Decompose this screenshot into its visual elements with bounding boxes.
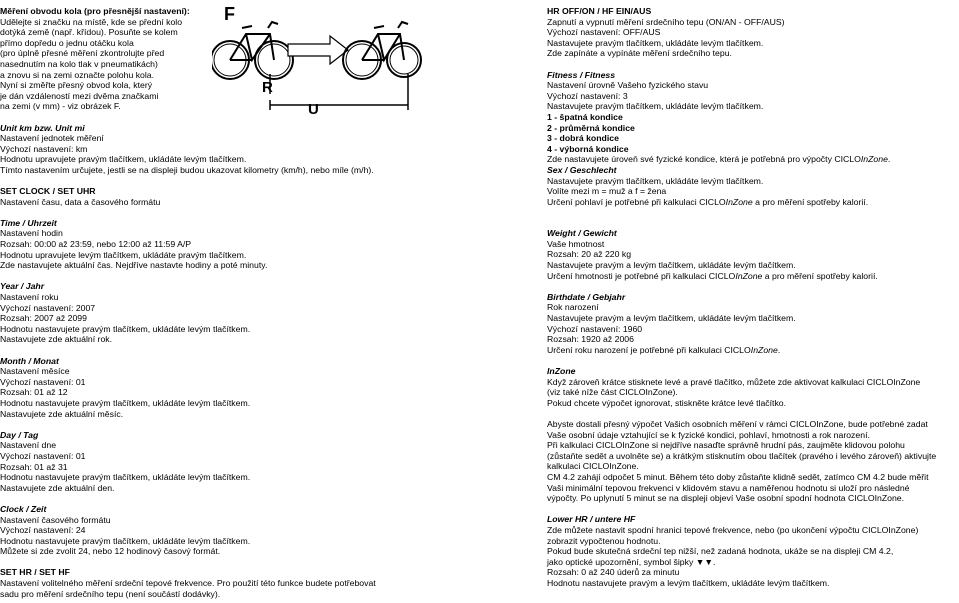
text-line: Nastavení dne <box>0 440 57 451</box>
text-line: Výchozí nastavení: 3 <box>547 90 628 101</box>
bicycle-illustration <box>212 4 422 116</box>
bicycle-left-icon <box>212 22 293 79</box>
text-line: Hodnotu upravujete levým tlačítkem, ukládáte pravým tlačítkem. <box>0 249 247 260</box>
measure-title: Měření obvodu kola (pro přesnější nastavení): <box>0 6 190 16</box>
figure-label-u: U <box>308 101 319 116</box>
text-line: Můžete si zde zvolit 24, nebo 12 hodinový časový formát. <box>0 546 221 557</box>
text-line: sadu pro měření srdečního tepu (není součástí dodávky). <box>0 588 221 599</box>
time-title: Time / Uhrzeit <box>0 217 57 228</box>
inzone-title: InZone <box>547 366 576 376</box>
text-line: (zůstaňte sedět a uvolněte se) a krátkým stisknutím obou tlačítek (pravého i levého zároveň) aktivujte <box>547 450 937 461</box>
text-line: je dán vzdáleností mezi dvěma značkami <box>0 90 159 101</box>
right-column <box>547 6 957 588</box>
text-line: Nastavení hodin <box>0 228 63 239</box>
text-line: Hodnotu upravujete pravým tlačítkem, ukládáte levým tlačítkem. <box>0 154 247 165</box>
text-line: Nastavujete zde aktuální den. <box>0 482 115 493</box>
text-line: Hodnotu nastavujete pravým a levým tlačítkem, ukládáte levým tlačítkem. <box>547 577 830 588</box>
day-title: Day / Tag <box>0 429 39 440</box>
fitness-level: 1 - špatná kondice <box>547 111 623 122</box>
lower-title: Lower HR / untere HF <box>547 514 636 525</box>
text-line: Nastavení roku <box>0 292 59 303</box>
sethr-title: SET HR / SET HF <box>0 567 70 578</box>
text-line: Když zároveň krátce stisknete levé a pravé tlačítko, můžete zde aktivovat kalkulaci CICLOInZone <box>547 376 921 387</box>
text-line: Nastavení měsíce <box>0 366 70 377</box>
text-line: dotýká země (např. křídou). Posuňte se kolem <box>0 27 178 38</box>
text-line: Nastavení času, data a časového formátu <box>0 196 161 207</box>
text-line: Rozsah: 1920 až 2006 <box>547 334 634 345</box>
arrow-right-icon <box>288 36 348 64</box>
arrow-down-icon: ▼▼ <box>695 556 713 567</box>
bicycle-right-icon <box>343 22 421 79</box>
birth-title: Birthdate / Gebjahr <box>547 291 626 302</box>
bicycle-figure <box>212 4 422 116</box>
text-line: Nastavení časového formátu <box>0 514 111 525</box>
text-line: přímo dopředu o jednu otáčku kola <box>0 37 134 48</box>
text-line: Rok narození <box>547 302 599 313</box>
text-line: Nastavujete pravým a levým tlačítkem, ukládáte levým tlačítkem. <box>547 260 796 271</box>
text-line: (pro úplně přesné měření zkontrolujte před <box>0 48 165 59</box>
text-line: Vaši minimální tepovou frekvenci v klidovém stavu a naměřenou hodnotu si uloží pro následné <box>547 482 910 493</box>
text-line: Výchozí nastavení: 01 <box>0 376 86 387</box>
figure-label-f: F <box>224 4 235 24</box>
fitness-level: 4 - výborná kondice <box>547 143 629 154</box>
text-line: Nastavujete pravým tlačítkem, ukládáte levým tlačítkem. <box>547 37 764 48</box>
text-line: Rozsah: 00:00 až 23:59, nebo 12:00 až 11:59 A/P <box>0 239 192 250</box>
text-line: Hodnotu nastavujete pravým tlačítkem, ukládáte levým tlačítkem. <box>0 323 251 334</box>
text-line: nasednutím na kolo tlak v pneumatikách) <box>0 58 158 69</box>
text-line: Výchozí nastavení: 1960 <box>547 323 643 334</box>
birth-note: Určení roku narození je potřebné při kalkulaci CICLOInZone. <box>547 344 781 355</box>
text-line: Rozsah: 20 až 220 kg <box>547 249 632 260</box>
text-line: Zde můžete nastavit spodní hranici tepové frekvence, nebo (po ukončení výpočtu CICLOInZone) <box>547 524 919 535</box>
sex-note: Určení pohlaví je potřebné při kalkulaci CICLOInZone a pro měření spotřeby kalorií. <box>547 196 869 207</box>
unit-title: Unit km bzw. Unit mi <box>0 122 85 133</box>
text-line: Nastavujete zde aktuální rok. <box>0 334 113 345</box>
sex-title: Sex / Geschlecht <box>547 164 617 175</box>
circumference-bracket <box>270 74 408 110</box>
text-line: Při kalkulaci CICLOInZone si nejdříve nasaďte správně hrudní pás, zaujměte klidovou polohu <box>547 440 905 451</box>
text-line: Zde zapínáte a vypínáte měření srdečního tepu. <box>547 48 732 59</box>
lower-signal: jako optické upozornění, symbol šipky ▼▼. <box>547 556 716 567</box>
text-line: Hodnotu nastavujete pravým tlačítkem, ukládáte levým tlačítkem. <box>0 397 251 408</box>
text-line: Výchozí nastavení: 24 <box>0 525 86 536</box>
text-line: kalkulaci CICLOInZone. <box>547 461 639 472</box>
text-line: Nastavujete pravým tlačítkem, ukládáte levým tlačítkem. <box>547 101 764 112</box>
text-line: Nyní si změřte přesný obvod kola, který <box>0 80 153 91</box>
fitness-level: 2 - průměrná kondice <box>547 122 635 133</box>
text-line: Pokud bude skutečná srdeční tep nižší, než zadaná hodnota, ukáže se na displeji CM 4.2, <box>547 546 894 557</box>
text-line: Výchozí nastavení: km <box>0 143 88 154</box>
text-line: Zde nastavujete aktuální čas. Nejdříve nastavte hodiny a poté minuty. <box>0 260 268 271</box>
text-line: a znovu si na zemi označte polohu kola. <box>0 69 155 80</box>
text-line: Výchozí nastavení: 01 <box>0 450 86 461</box>
text-line: Nastavujete zde aktuální měsíc. <box>0 408 124 419</box>
text-line: Rozsah: 01 až 12 <box>0 387 68 398</box>
text-line: Abyste dostali přesný výpočet Vašich osobních měření v rámci CICLOInZone, bude potřebné zadat <box>547 418 928 429</box>
text-line: Rozsah: 0 až 240 úderů za minutu <box>547 567 680 578</box>
text-line: (viz také níže část CICLOInZone). <box>547 387 678 398</box>
text-line: Nastavení volitelného měření srdeční tepové frekvence. Pro použití této funkce budete potřebovat <box>0 578 376 589</box>
text-line: Hodnotu nastavujete pravým tlačítkem, ukládáte levým tlačítkem. <box>0 535 251 546</box>
text-line: Výchozí nastavení: 2007 <box>0 302 96 313</box>
text-line: Nastavení úrovně Vašeho fyzického stavu <box>547 80 709 91</box>
text-line: Rozsah: 2007 až 2099 <box>0 313 87 324</box>
fitness-level: 3 - dobrá kondice <box>547 133 619 144</box>
text-line: na zemi (v mm) - viz obrázek F. <box>0 101 121 112</box>
fitness-note: Zde nastavujete úroveň své fyzické kondice, která je potřebná pro výpočty CICLOInZone. <box>547 154 891 165</box>
text-line: Tímto nastavením určujete, jestli se na displeji budou ukazovat kilometry (km/h), nebo míle (m/h). <box>0 164 374 175</box>
year-title: Year / Jahr <box>0 281 45 292</box>
text-line: Volíte mezi m = muž a f = žena <box>547 186 667 197</box>
weight-title: Weight / Gewicht <box>547 228 617 239</box>
text-line: Nastavení jednotek měření <box>0 133 104 144</box>
month-title: Month / Monat <box>0 355 59 366</box>
text-line: Vaše hmotnost <box>547 238 605 249</box>
hr-title: HR OFF/ON / HF EIN/AUS <box>547 6 652 16</box>
clock-title: SET CLOCK / SET UHR <box>0 186 96 197</box>
fitness-title: Fitness / Fitness <box>547 69 616 80</box>
text-line: CM 4.2 zahájí odpočet 5 minut. Během této doby zůstaňte klidně sedět, zatímco CM 4.2 bude měřit <box>547 471 929 482</box>
text-line: Rozsah: 01 až 31 <box>0 461 68 472</box>
text-line: Pokud chcete výpočet ignorovat, stiskněte krátce levé tlačítko. <box>547 397 787 408</box>
text-line: Vaše osobní údaje vztahující se k fyzické kondici, pohlaví, hmotnosti a rok narození. <box>547 429 870 440</box>
text-line: výpočty. Po uplynutí 5 minut se na displeji objeví Vaše osobní spodní hodnota CICLOInZone. <box>547 493 905 504</box>
text-line: Výchozí nastavení: OFF/AUS <box>547 27 661 38</box>
text-line: Udělejte si značku na místě, kde se přední kolo <box>0 16 183 27</box>
text-line: zobrazit vypočtenou hodnotu. <box>547 535 661 546</box>
text-line: Nastavujete pravým tlačítkem, ukládáte levým tlačítkem. <box>547 175 764 186</box>
text-line: Zapnutí a vypnutí měření srdečního tepu (ON/AN - OFF/AUS) <box>547 16 785 27</box>
text-line: Nastavujete pravým a levým tlačítkem, ukládáte levým tlačítkem. <box>547 313 796 324</box>
weight-note: Určení hmotnosti je potřebné při kalkulaci CICLOInZone a pro měření spotřeby kalorií. <box>547 270 878 281</box>
figure-label-r: R <box>262 79 273 96</box>
clock12-title: Clock / Zeit <box>0 503 47 514</box>
text-line: Hodnotu nastavujete pravým tlačítkem, ukládáte levým tlačítkem. <box>0 472 251 483</box>
